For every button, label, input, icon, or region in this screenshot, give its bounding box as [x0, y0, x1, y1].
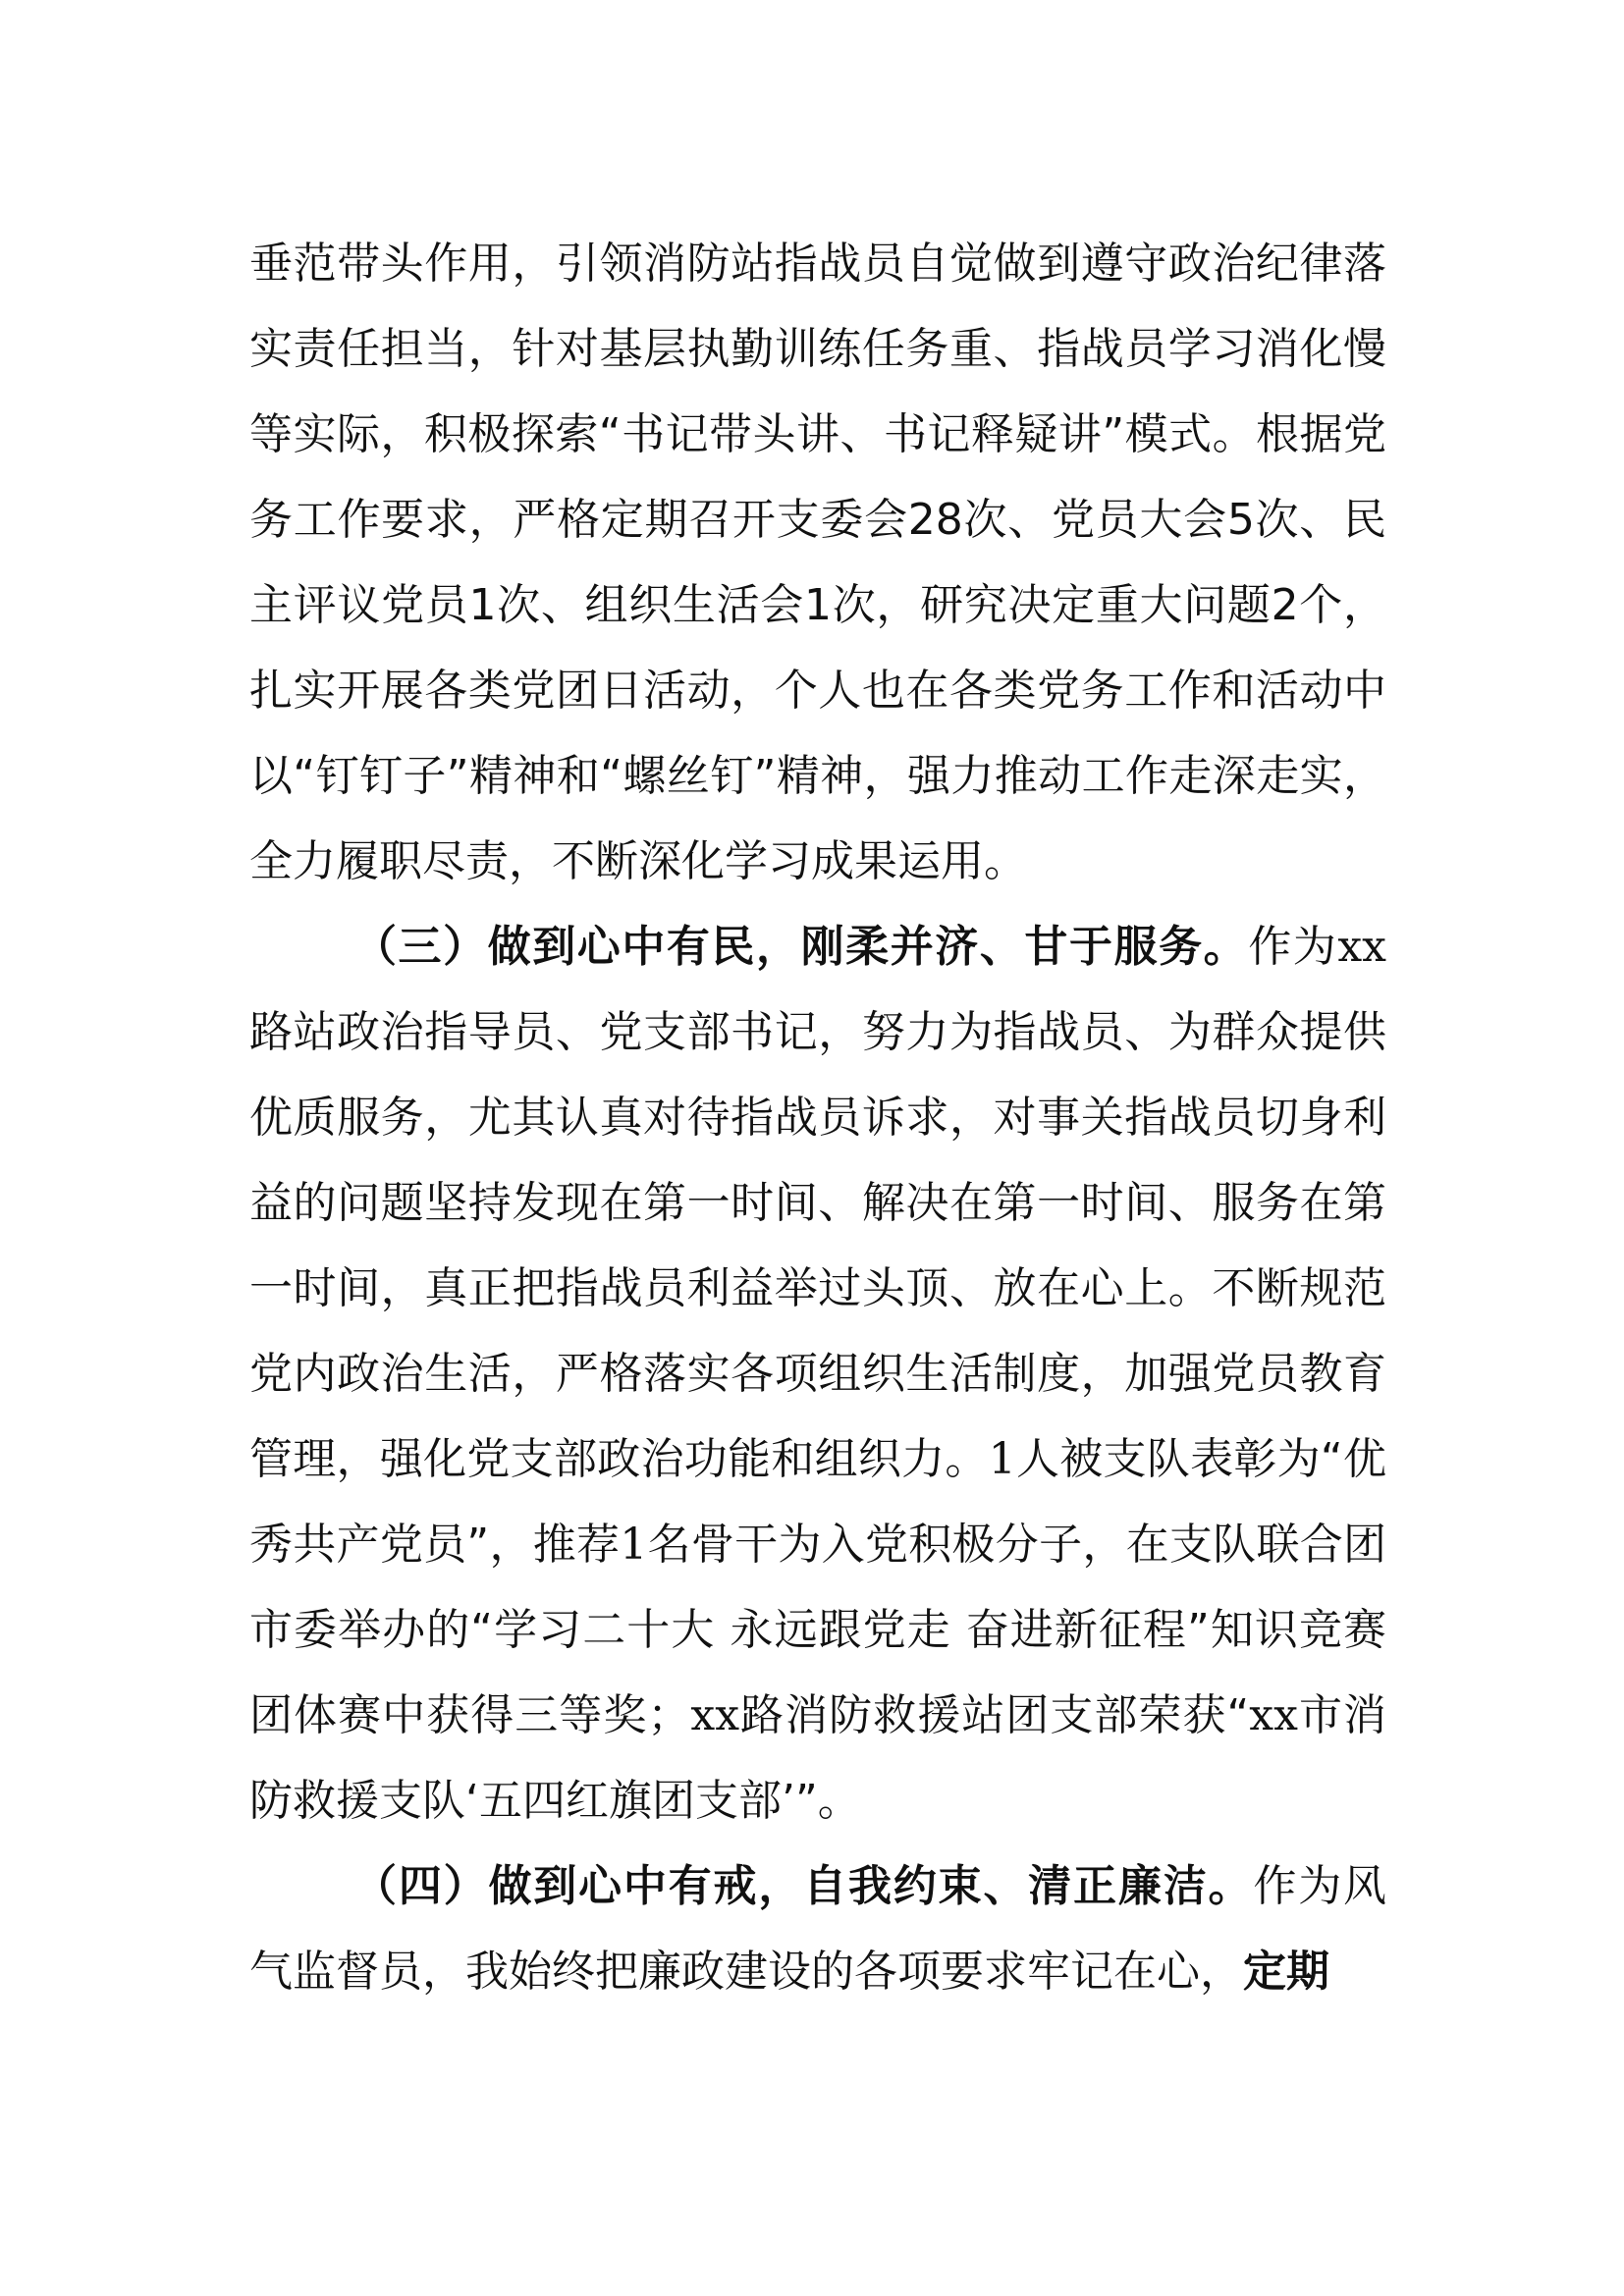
section-four-text-1: 作为风气监督员，我始终把廉政建设的各项要求牢记在心， — [249, 1861, 1387, 1997]
section-three-roman-5: xx — [1249, 1690, 1298, 1740]
section-three-roman-3: 1 — [620, 1520, 648, 1570]
section-three-text-4: 名骨干为入党积极分子，在支队联合团市委举办的“学习二十大 永远跟党走 奋进新征程”知识竞赛团体赛中获得三等奖； — [249, 1520, 1387, 1740]
section-four-heading: （四）做到心中有戒，自我约束、清正廉洁。 — [353, 1861, 1254, 1911]
section-three-roman-4: xx — [690, 1690, 740, 1740]
section-three-roman-2: 1 — [988, 1434, 1016, 1484]
section-three-heading: （三）做到心中有民，刚柔并济、甘于服务。 — [353, 922, 1249, 972]
section-four-paragraph — [249, 1843, 1386, 2014]
section-three-text-5: 路消防救援站团支部荣获“ — [739, 1690, 1250, 1740]
section-three-paragraph — [249, 904, 1386, 1843]
document-body — [249, 221, 1386, 2014]
section-three-text-3: 人被支队表彰为“优秀共产党员”，推荐 — [249, 1434, 1387, 1570]
section-three-roman-1: xx — [1337, 922, 1386, 972]
paragraph-text: 垂范带头作用，引领消防站指战员自觉做到遵守政治纪律落实责任担当，针对基层执勤训练任务重、指战员学习消化慢等实际，积极探索“书记带头讲、书记释疑讲”模式。根据党务工作要求，严格定期召开支委会28次、党员大会5次、民主评议党员1次、组织生活会1次，研究决定重大问题2个，扎实开展各类党团日活动，个人也在各类党务工作和活动中以“钉钉子”精神和“螺丝钉”精神，强力推动工作走深走实，全力履职尽责，不断深化学习成果运用。 — [249, 239, 1386, 886]
section-three-text-6: 市消防救援支队‘五四红旗团支部’”。 — [249, 1690, 1387, 1826]
section-four-text-2: 定期 — [1243, 1947, 1329, 1997]
section-three-text-2: 路站政治指导员、党支部书记，努力为指战员、为群众提供优质服务，尤其认真对待指战员诉求，对事关指战员切身利益的问题坚持发现在第一时间、解决在第一时间、服务在第一时间，真正把指战员利益举过头顶、放在心上。不断规范党内政治生活，严格落实各项组织生活制度，加强党员教育管理，强化党支部政治功能和组织力。 — [249, 1007, 1386, 1484]
paragraph-continued — [249, 221, 1386, 904]
section-three-text-1: 作为 — [1248, 922, 1338, 972]
